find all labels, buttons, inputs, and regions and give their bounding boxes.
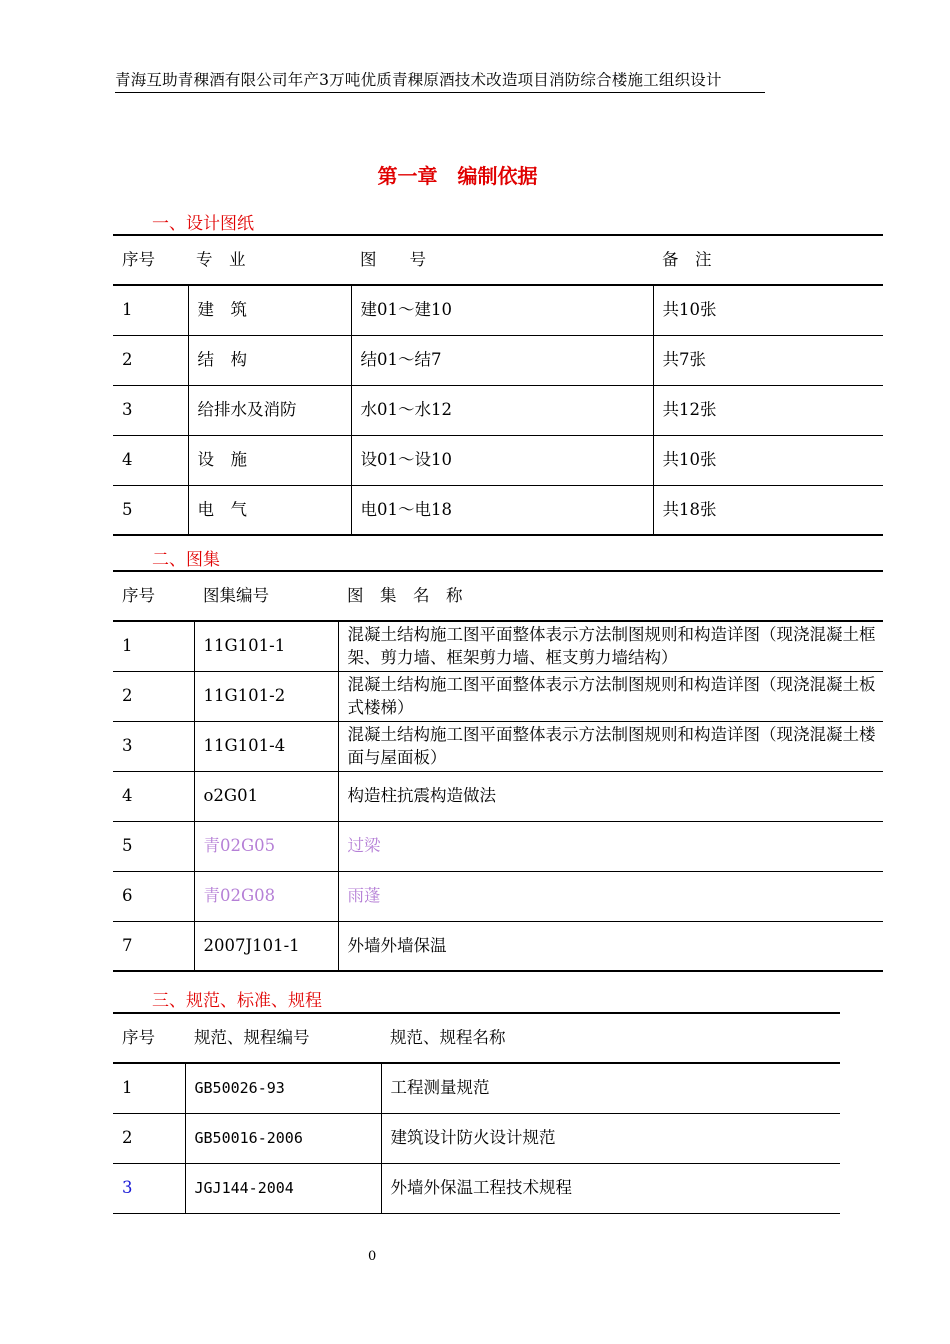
cell-atlas-no: 青02G08 (194, 871, 338, 921)
standards-table (113, 1012, 840, 1214)
header-cell: 图 号 (351, 235, 653, 285)
header-cell: 序号 (113, 235, 188, 285)
table-row (113, 1063, 840, 1113)
table-row (113, 771, 883, 821)
cell-atlas-no: 2007J101-1 (194, 921, 338, 971)
table-header-row (113, 1013, 840, 1063)
cell-discipline: 给排水及消防 (188, 385, 351, 435)
section-title-atlas: 二、图集 (152, 550, 220, 570)
cell-seq: 2 (113, 335, 188, 385)
cell-atlas-name: 外墙外墙保温 (338, 921, 883, 971)
cell-seq: 7 (113, 921, 194, 971)
table-row (113, 621, 883, 671)
cell-seq: 6 (113, 871, 194, 921)
cell-seq: 1 (113, 1063, 185, 1113)
cell-atlas-name: 构造柱抗震构造做法 (338, 771, 883, 821)
cell-atlas-no: 11G101-1 (194, 621, 338, 671)
header-cell: 规范、规程编号 (185, 1013, 381, 1063)
cell-seq: 2 (113, 671, 194, 721)
cell-seq: 2 (113, 1113, 185, 1163)
table-row (113, 435, 883, 485)
cell-remark: 共12张 (653, 385, 883, 435)
table-row (113, 335, 883, 385)
header-cell: 专 业 (188, 235, 351, 285)
table-row (113, 1113, 840, 1163)
cell-drawing-no: 结01～结7 (351, 335, 653, 385)
chapter-title: 第一章 编制依据 (377, 164, 538, 188)
cell-atlas-no: o2G01 (194, 771, 338, 821)
cell-seq: 3 (113, 385, 188, 435)
cell-remark: 共18张 (653, 485, 883, 535)
section-title-standards: 三、规范、标准、规程 (152, 991, 322, 1011)
page-number: 0 (368, 1249, 377, 1264)
table-row (113, 921, 883, 971)
table-row (113, 721, 883, 771)
cell-remark: 共10张 (653, 435, 883, 485)
header-cell: 图集编号 (194, 571, 338, 621)
cell-standard-name: 外墙外保温工程技术规程 (381, 1163, 840, 1213)
cell-drawing-no: 电01～电18 (351, 485, 653, 535)
cell-seq: 4 (113, 771, 194, 821)
cell-atlas-no: 11G101-4 (194, 721, 338, 771)
cell-remark: 共10张 (653, 285, 883, 335)
cell-atlas-name: 雨蓬 (338, 871, 883, 921)
page-header: 青海互助青稞酒有限公司年产3万吨优质青稞原酒技术改造项目消防综合楼施工组织设计 (115, 68, 765, 93)
table-row (113, 285, 883, 335)
cell-discipline: 建 筑 (188, 285, 351, 335)
cell-atlas-name: 混凝土结构施工图平面整体表示方法制图规则和构造详图（现浇混凝土框架、剪力墙、框架剪力墙、框支剪力墙结构） (338, 621, 883, 671)
table-row (113, 1163, 840, 1213)
cell-drawing-no: 设01～设10 (351, 435, 653, 485)
cell-drawing-no: 水01～水12 (351, 385, 653, 435)
cell-seq: 3 (113, 1163, 185, 1213)
cell-drawing-no: 建01～建10 (351, 285, 653, 335)
cell-seq: 4 (113, 435, 188, 485)
section-title-drawings: 一、设计图纸 (152, 214, 254, 234)
atlas-table (113, 570, 883, 972)
cell-seq: 5 (113, 821, 194, 871)
cell-seq: 5 (113, 485, 188, 535)
cell-atlas-no: 11G101-2 (194, 671, 338, 721)
cell-standard-no: GB50026-93 (185, 1063, 381, 1113)
cell-standard-no: GB50016-2006 (185, 1113, 381, 1163)
header-cell: 规范、规程名称 (381, 1013, 840, 1063)
cell-seq: 1 (113, 285, 188, 335)
cell-atlas-name: 混凝土结构施工图平面整体表示方法制图规则和构造详图（现浇混凝土板式楼梯） (338, 671, 883, 721)
table-row (113, 871, 883, 921)
header-cell: 图 集 名 称 (338, 571, 883, 621)
header-cell: 序号 (113, 1013, 185, 1063)
table-header-row (113, 571, 883, 621)
cell-discipline: 设 施 (188, 435, 351, 485)
cell-atlas-no: 青02G05 (194, 821, 338, 871)
header-cell: 备 注 (653, 235, 883, 285)
drawings-table (113, 234, 883, 536)
header-cell: 序号 (113, 571, 194, 621)
cell-seq: 1 (113, 621, 194, 671)
cell-atlas-name: 过梁 (338, 821, 883, 871)
cell-standard-no: JGJ144-2004 (185, 1163, 381, 1213)
table-row (113, 671, 883, 721)
table-row (113, 385, 883, 435)
cell-standard-name: 建筑设计防火设计规范 (381, 1113, 840, 1163)
cell-standard-name: 工程测量规范 (381, 1063, 840, 1113)
table-row (113, 485, 883, 535)
table-header-row (113, 235, 883, 285)
cell-discipline: 电 气 (188, 485, 351, 535)
table-row (113, 821, 883, 871)
cell-remark: 共7张 (653, 335, 883, 385)
cell-discipline: 结 构 (188, 335, 351, 385)
cell-seq: 3 (113, 721, 194, 771)
cell-atlas-name: 混凝土结构施工图平面整体表示方法制图规则和构造详图（现浇混凝土楼面与屋面板） (338, 721, 883, 771)
